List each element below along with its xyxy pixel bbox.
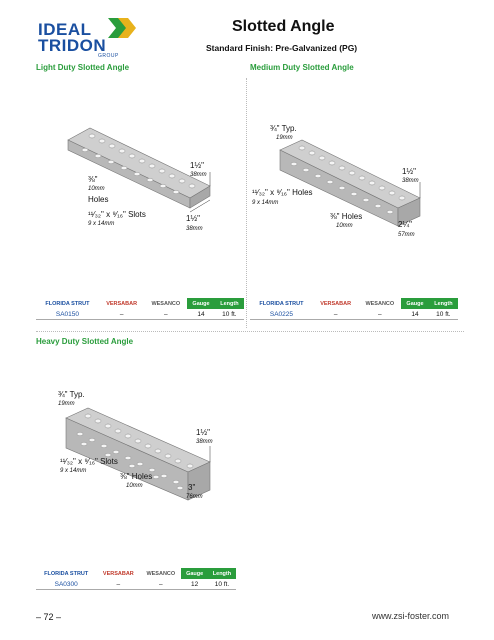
medium-leg-a: 1½" xyxy=(402,167,416,176)
table-cell: – xyxy=(96,579,140,590)
medium-spec-table xyxy=(250,298,458,320)
table-cell: SA0225 xyxy=(250,309,313,320)
table-row xyxy=(36,579,236,590)
light-slot-size: ¹¹⁄₃₂" x ⁹⁄₁₆" Slots xyxy=(88,210,146,219)
medium-leg-a-mm: 38mm xyxy=(402,178,419,184)
table-header: WESANCO xyxy=(144,298,187,309)
table-header: WESANCO xyxy=(358,298,401,309)
table-cell: 14 xyxy=(401,309,429,320)
light-hole-label: Holes xyxy=(88,195,109,204)
table-cell: SA0150 xyxy=(36,309,99,320)
logo-text-ideal: IDEAL xyxy=(38,20,92,39)
medium-leg-b-mm: 57mm xyxy=(398,232,415,238)
light-leg-b-mm: 38mm xyxy=(186,226,203,232)
table-header: VERSABAR xyxy=(99,298,145,309)
heavy-slot-size: ¹¹⁄₃₂" x ⁹⁄₁₆" Slots xyxy=(60,457,118,466)
light-hole-mm: 10mm xyxy=(88,186,105,192)
table-cell: SA0300 xyxy=(36,579,96,590)
heavy-angle-drawing xyxy=(40,400,240,510)
medium-hole-mm: 10mm xyxy=(336,223,353,229)
logo-text-group: GROUP xyxy=(98,53,119,59)
table-header: FLORIDA STRUT xyxy=(36,298,99,309)
table-header: FLORIDA STRUT xyxy=(36,568,96,579)
medium-slot-size: ¹¹⁄₃₂" x ⁹⁄₁₆" Holes xyxy=(252,188,313,197)
table-header: WESANCO xyxy=(140,568,181,579)
light-leg-a: 1½" xyxy=(190,161,204,170)
light-slot-mm: 9 x 14mm xyxy=(88,221,115,227)
table-header: VERSABAR xyxy=(313,298,359,309)
medium-typ: ¾" Typ. xyxy=(270,124,297,133)
heavy-spec-table xyxy=(36,568,236,590)
heavy-typ-mm: 19mm xyxy=(58,401,75,407)
heavy-hole-mm: 10mm xyxy=(126,483,143,489)
table-header: Gauge xyxy=(181,568,208,579)
page-number: – 72 – xyxy=(36,612,62,622)
table-row xyxy=(250,309,458,320)
table-header: Gauge xyxy=(401,298,429,309)
table-cell: – xyxy=(358,309,401,320)
finish-subtitle: Standard Finish: Pre-Galvanized (PG) xyxy=(206,43,358,53)
table-header: FLORIDA STRUT xyxy=(250,298,313,309)
section-divider xyxy=(36,331,464,333)
light-leg-b: 1½" xyxy=(186,214,200,223)
table-cell: – xyxy=(99,309,145,320)
heavy-leg-a: 1½" xyxy=(196,428,210,437)
table-cell: 10 ft. xyxy=(429,309,458,320)
table-header: Length xyxy=(208,568,236,579)
heavy-leg-b-mm: 76mm xyxy=(186,494,203,500)
table-header: VERSABAR xyxy=(96,568,140,579)
section-title-medium: Medium Duty Slotted Angle xyxy=(250,63,354,72)
section-title-heavy: Heavy Duty Slotted Angle xyxy=(36,337,134,346)
website-link[interactable]: www.zsi-foster.com xyxy=(372,611,450,621)
page-title: Slotted Angle xyxy=(232,18,335,35)
table-cell: – xyxy=(144,309,187,320)
heavy-typ: ¾" Typ. xyxy=(58,390,85,399)
medium-slot-mm: 9 x 14mm xyxy=(252,200,279,206)
table-cell: – xyxy=(313,309,359,320)
table-row xyxy=(36,309,244,320)
light-leg-a-mm: 38mm xyxy=(190,172,207,178)
table-header: Gauge xyxy=(187,298,215,309)
table-cell: – xyxy=(140,579,181,590)
table-header: Length xyxy=(429,298,458,309)
medium-leg-b: 2¼" xyxy=(398,220,412,229)
table-cell: 10 ft. xyxy=(215,309,244,320)
light-angle-drawing xyxy=(40,100,240,280)
medium-hole-size: ⅜" Holes xyxy=(330,212,363,221)
light-hole-size: ⅜" xyxy=(88,175,98,184)
heavy-slot-mm: 9 x 14mm xyxy=(60,468,87,474)
heavy-hole-size: ⅜" Holes xyxy=(120,472,153,481)
logo-text-tridon: TRIDON xyxy=(38,36,107,55)
section-title-light: Light Duty Slotted Angle xyxy=(36,63,130,72)
table-header: Length xyxy=(215,298,244,309)
heavy-leg-b: 3" xyxy=(188,483,196,492)
medium-typ-mm: 19mm xyxy=(276,135,293,141)
table-cell: 10 ft. xyxy=(208,579,236,590)
table-cell: 14 xyxy=(187,309,215,320)
light-spec-table xyxy=(36,298,244,320)
table-cell: 12 xyxy=(181,579,208,590)
column-divider xyxy=(246,78,248,328)
heavy-leg-a-mm: 38mm xyxy=(196,439,213,445)
